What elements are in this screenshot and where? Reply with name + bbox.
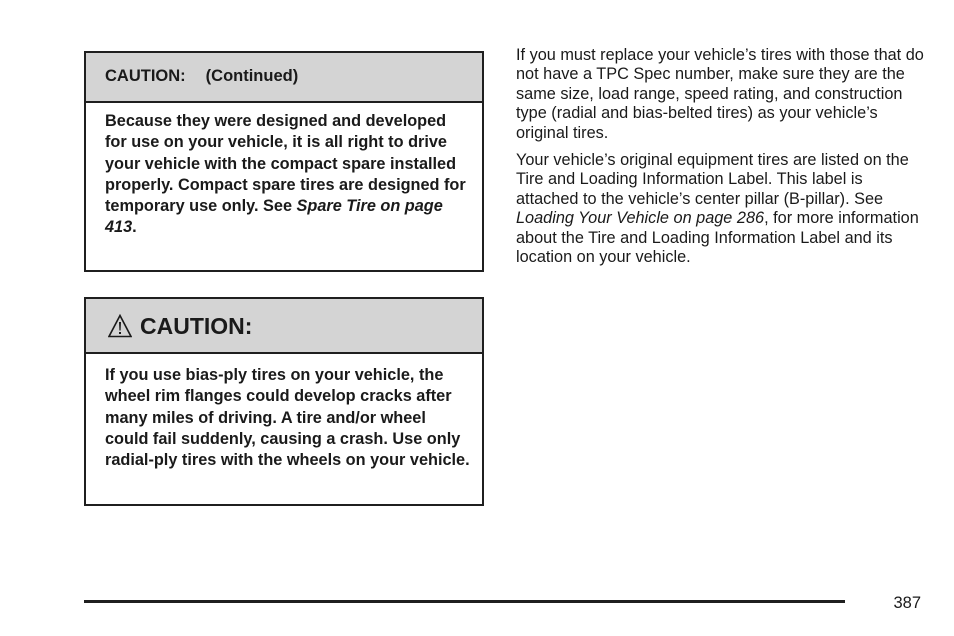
footer-rule	[84, 600, 845, 603]
paragraph-2-end: , for more information about the Tire and Loading Information Label and its location on your vehicle.	[516, 209, 919, 267]
caution-continued-period: .	[132, 218, 137, 237]
right-column-text	[516, 46, 926, 275]
caution-header	[86, 299, 482, 354]
loading-vehicle-reference-link[interactable]: Loading Your Vehicle on page 286	[516, 209, 765, 228]
warning-triangle-icon	[108, 314, 132, 338]
continued-label: (Continued)	[205, 67, 299, 85]
caution-box-bias-ply	[84, 297, 484, 506]
caution-label: CAUTION:	[105, 67, 186, 85]
paragraph-tpc-spec: If you must replace your vehicle’s tires with those that do not have a TPC Spec number, make sure they are the same size, load range, speed rating, and construction type (radial and bias-belted tires) as your vehicle’s original tires.	[516, 46, 924, 142]
caution-box-continued	[84, 51, 484, 272]
spare-tire-reference-link[interactable]: Spare Tire on page 413	[105, 197, 443, 237]
caution-continued-header	[86, 53, 482, 103]
paragraph-original-equipment	[516, 151, 926, 267]
caution-continued-text: Because they were designed and developed for use on your vehicle, it is all right to drive your vehicle with the compact spare installed properly. Compact spare tires are designed for temporary use only. See	[105, 112, 466, 216]
page-number: 387	[893, 594, 921, 612]
caution-title: CAUTION:	[140, 313, 253, 339]
paragraph-2-start: Your vehicle’s original equipment tires are listed on the Tire and Loading Information Label. This label is attached to the vehicle’s center pillar (B-pillar). See	[516, 151, 909, 208]
caution-bias-ply-body: If you use bias-ply tires on your vehicle, the wheel rim flanges could develop cracks after many miles of driving. A tire and/or wheel could fail suddenly, causing a crash. Use only radial-ply tires with the wheels on your vehicle.	[105, 366, 470, 470]
caution-continued-body	[86, 103, 482, 239]
